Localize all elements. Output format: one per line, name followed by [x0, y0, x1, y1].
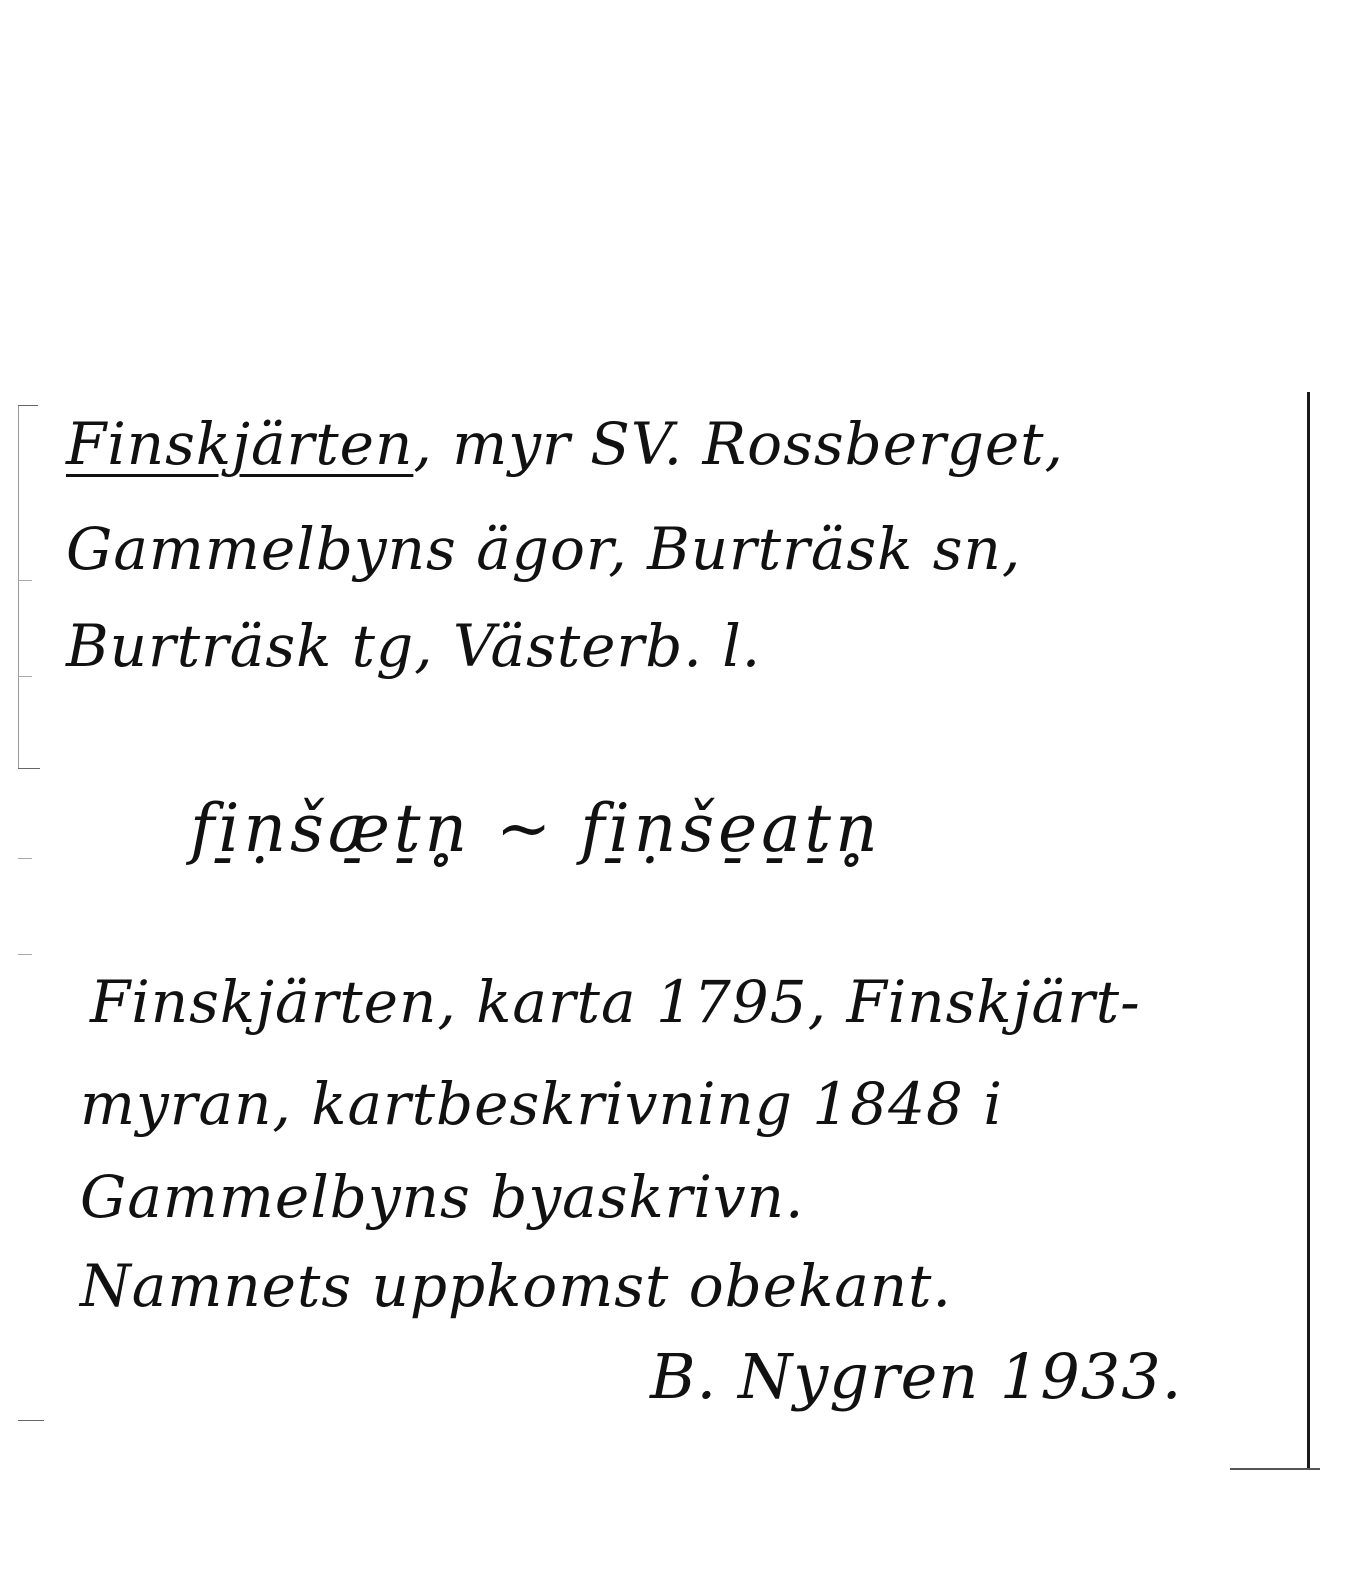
entry-line-1-rest: , myr SV. Rossberget, [413, 410, 1064, 478]
source-line-1: Finskjärten, karta 1795, Finskjärt- [90, 968, 1141, 1036]
source-line-3: Gammelbyns byaskrivn. [80, 1163, 805, 1231]
margin-tick [18, 768, 40, 769]
margin-tick [18, 580, 32, 581]
entry-line-1 [66, 410, 1064, 478]
card-right-edge [1307, 392, 1310, 1470]
margin-tick [18, 858, 32, 859]
headword: Finskjärten [66, 410, 414, 478]
remark-line: Namnets uppkomst obekant. [80, 1252, 952, 1320]
card-bottom-edge [1230, 1468, 1320, 1470]
margin-tick [18, 1420, 44, 1421]
left-margin-line [18, 405, 19, 769]
source-line-2: myran, kartbeskrivning 1848 i [80, 1070, 1003, 1138]
signature: B. Nygren 1933. [650, 1340, 1183, 1413]
entry-line-2: Gammelbyns ägor, Burträsk sn, [66, 515, 1022, 583]
phonetic-transcription: fi̠ṇšæ̠t̠n̥ ~ fi̠ṇše̠a̠t̠n̥ [190, 790, 882, 867]
margin-tick [18, 405, 38, 406]
margin-tick [18, 676, 32, 677]
entry-line-3: Burträsk tg, Västerb. l. [66, 612, 762, 680]
margin-tick [18, 954, 32, 955]
